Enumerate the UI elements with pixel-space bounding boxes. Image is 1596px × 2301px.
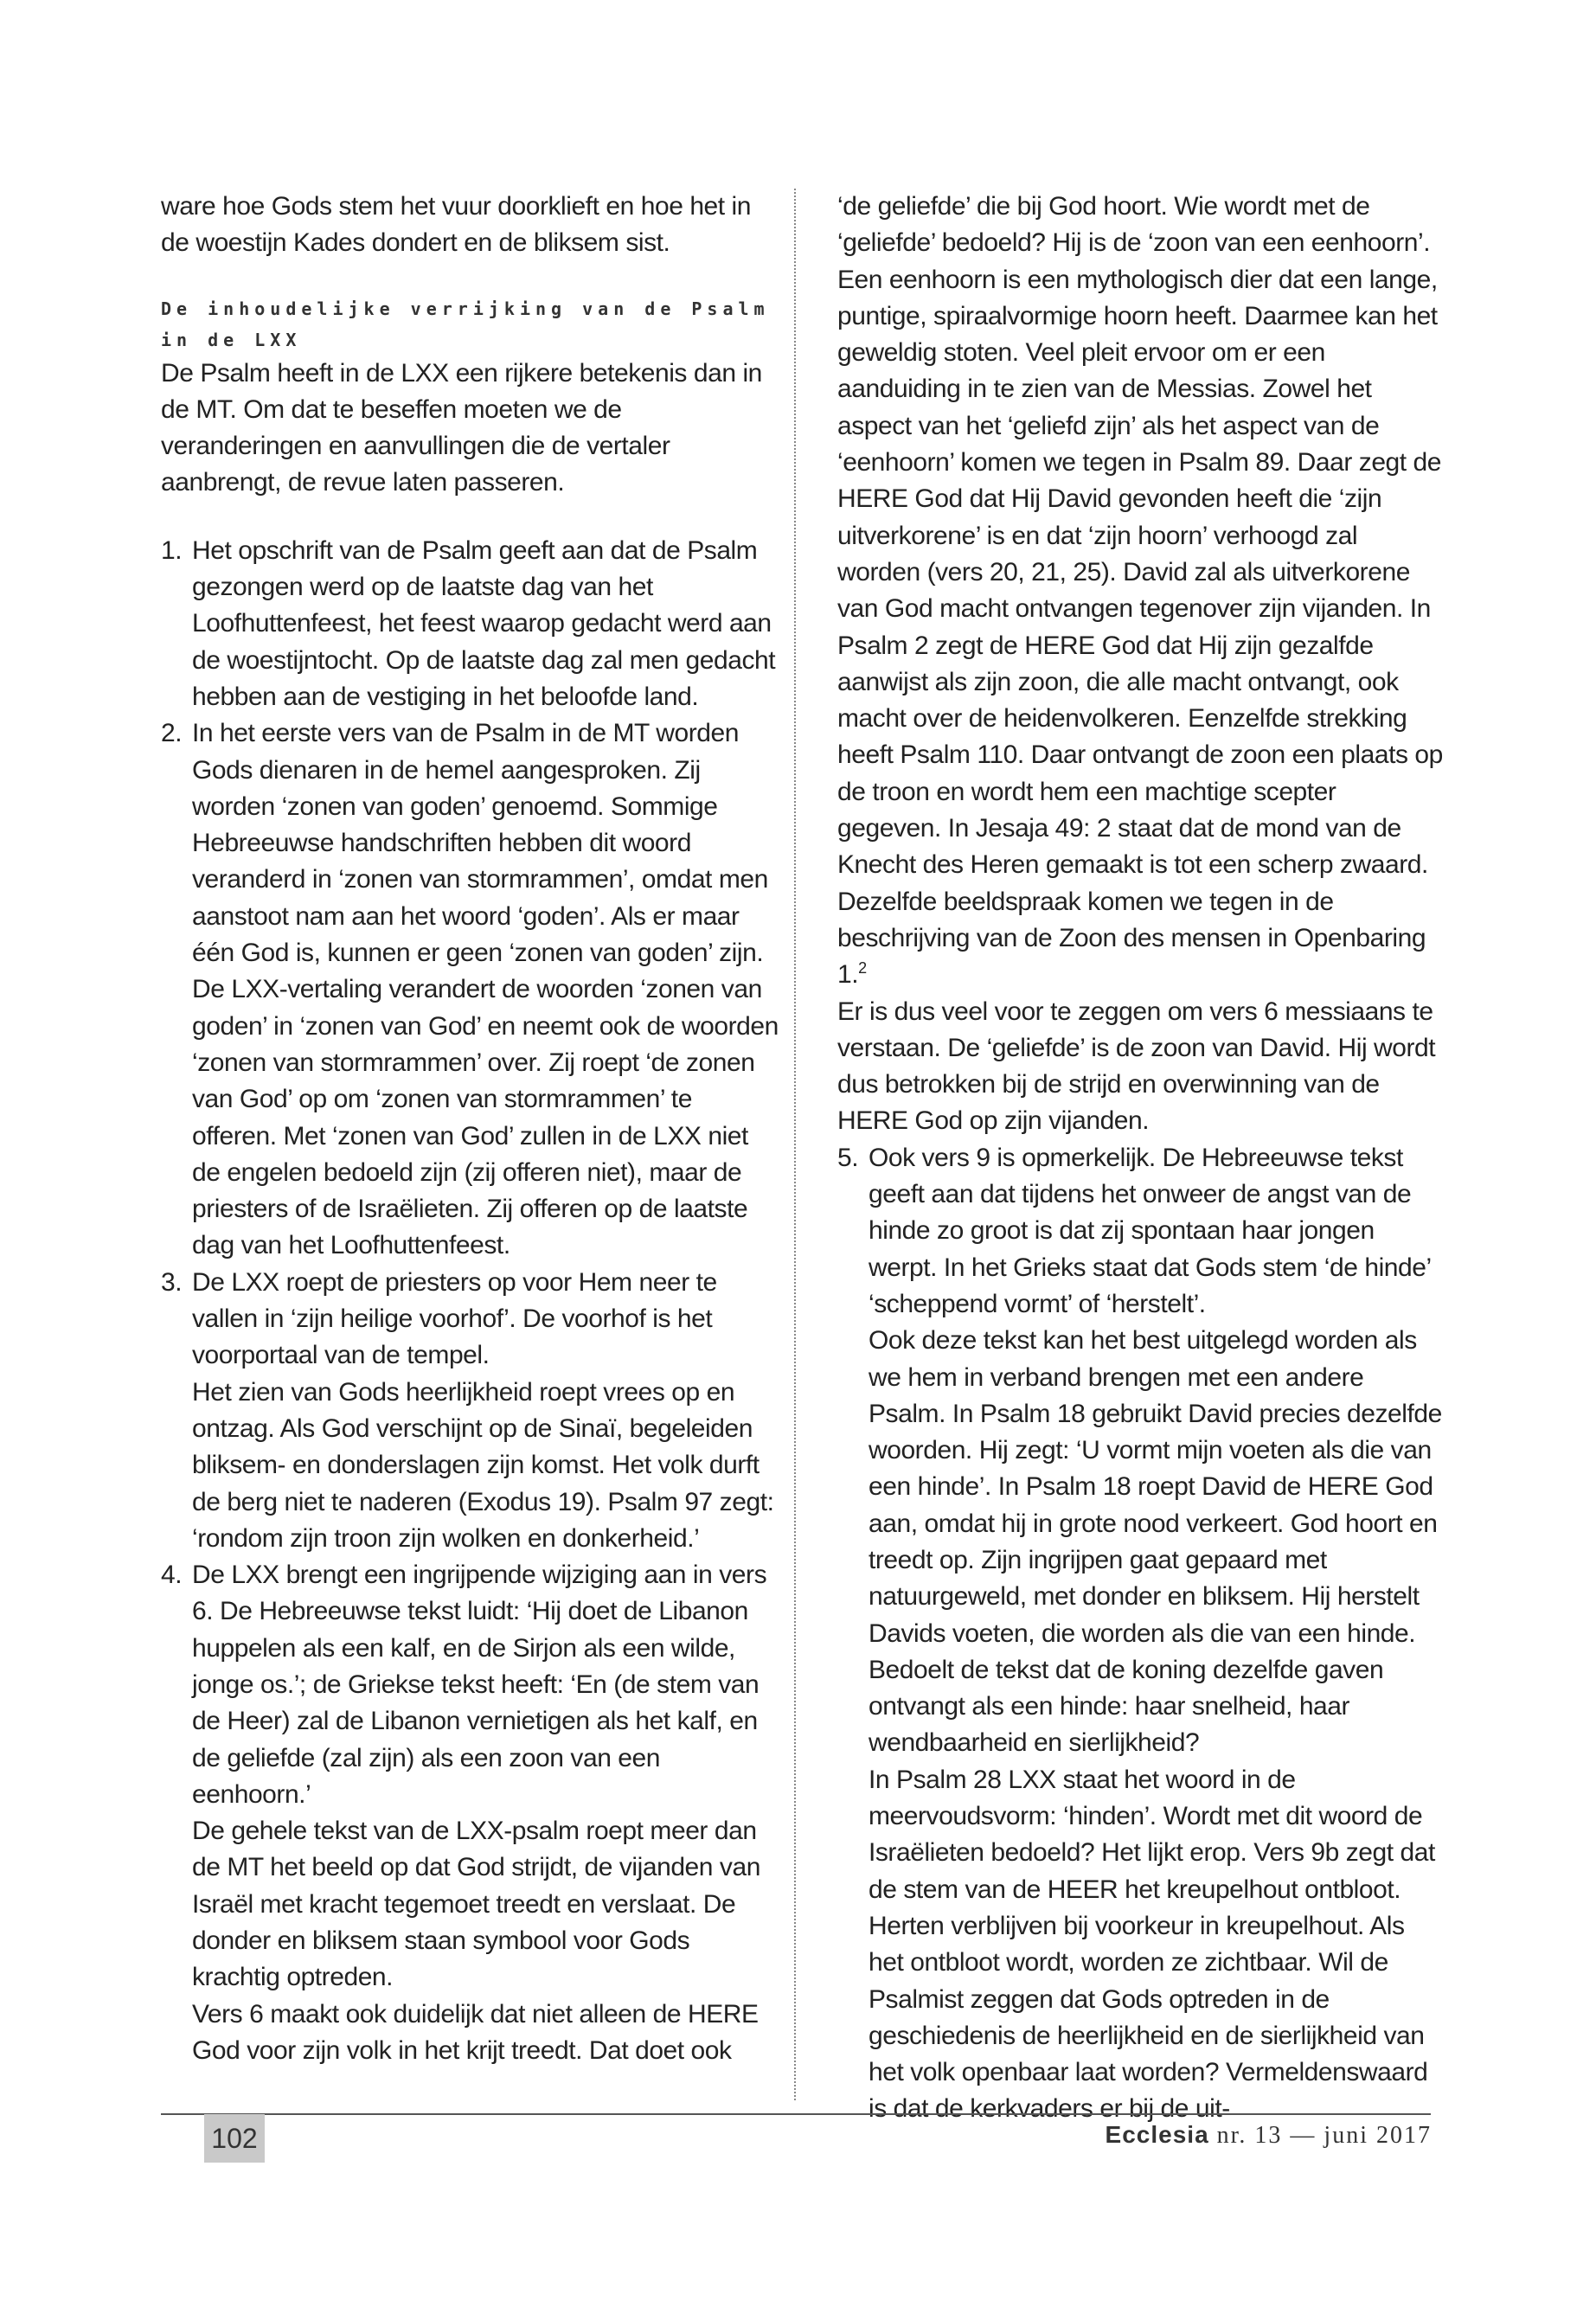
section-paragraph: De Psalm heeft in de LXX een rijkere betekenis dan in de MT. Om dat te beseffen moeten we de veranderingen en aanvullingen die de vertaler aanbrengt, de revue laten passeren. — [161, 358, 762, 497]
list-number: 5. — [837, 1143, 859, 1172]
list-item-text-continued: Ook deze tekst kan het best uitgelegd worden als we hem in verband brengen met een andere Psalm. In Psalm 18 gebruikt David precies dezelfde woorden. Hij zegt: ‘U vormt mijn voeten als die van een hinde’. In Psalm 18 roept David de HERE God aan, omdat hij in grote nood verkeert. God hoort en treedt op. Zijn ingrijpen gaat gepaard met natuurgeweld, met donder en bliksem. Hij herstelt Davids voeten, die worden als die van een hinde. Bedoelt de tekst dat de koning dezelfde gaven ontvangt als een hinde: haar snelheid, haar wendbaarheid en sierlijkheid? — [869, 1326, 1442, 1758]
list-number: 1. — [161, 535, 183, 565]
intro-paragraph: ware hoe Gods stem het vuur doorklieft en hoe het in de woestijn Kades dondert en de bliksem sist. — [161, 192, 752, 258]
list-item-text: Het opschrift van de Psalm geeft aan dat de Psalm gezongen werd op de laatste dag van het Loofhuttenfeest, het feest waarop gedacht werd aan de woestijntocht. Op de laatste dag zal men gedacht hebben aan de vestiging in het beloofde land. — [192, 535, 776, 711]
conclusion-paragraph: Er is dus veel voor te zeggen om vers 6 messiaans te verstaan. De ‘geliefde’ is de zoon van David. Hij wordt dus betrokken bij de strijd en overwinning van de HERE God op zijn vijanden. — [837, 997, 1436, 1136]
list-item-5 — [837, 1140, 1443, 2128]
list-item-4 — [161, 1557, 779, 2069]
list-item-text: In het eerste vers van de Psalm in de MT worden Gods dienaren in de hemel aangesproken. Zij worden ‘zonen van goden’ genoemd. Sommige Hebreeuwse handschriften hebben dit woord veranderd in ‘zonen van stormrammen’, omdat men aanstoot nam aan het woord ‘goden’. Als er maar één God is, kunnen er geen ‘zonen van goden’ zijn. De LXX-vertaling verandert de woorden ‘zonen van goden’ in ‘zonen van God’ en neemt ook de woorden ‘zonen van stormrammen’ over. Zij roept ‘de zonen van God’ op om ‘zonen van stormrammen’ te offeren. Met ‘zonen van God’ zullen in de LXX niet de engelen bedoeld zijn (zij offeren niet), maar de priesters of de Israëlieten. Zij offeren op de laatste dag van het Loofhuttenfeest. — [192, 719, 779, 1260]
list-number: 3. — [161, 1267, 183, 1297]
journal-name: Ecclesia — [1105, 2121, 1209, 2148]
section-heading: De inhoudelijke verrijking van de Psalm in de LXX — [161, 298, 770, 350]
list-item-text: Ook vers 9 is opmerkelijk. De Hebreeuwse tekst geeft aan dat tijdens het onweer de angst van de hinde zo groot is dat zij spontaan haar jongen werpt. In het Grieks staat dat Gods stem ‘de hinde’ ‘scheppend vormt’ of ‘herstelt’. — [869, 1143, 1431, 1318]
footer-rule — [161, 2113, 1431, 2115]
footer-journal — [1106, 2121, 1432, 2150]
column-divider — [794, 189, 796, 2100]
list-item-text-continued: Het zien van Gods heerlijkheid roept vrees op en ontzag. Als God verschijnt op de Sinaï, begeleiden bliksem- en donderslagen zijn komst. Het volk durft de berg niet te naderen (Exodus 19). Psalm 97 zegt: ‘rondom zijn troon zijn wolken en donkerheid.’ — [192, 1377, 774, 1553]
list-item-text: De LXX brengt een ingrijpende wijziging aan in vers 6. De Hebreeuwse tekst luidt: ‘Hij doet de Libanon huppelen als een kalf, en de Sirjon als een wilde, jonge os.’; de Griekse tekst heeft: ‘En (de stem van de Heer) zal de Libanon vernietigen als het kalf, en de geliefde (zal zijn) als een zoon van een eenhoorn.’ — [192, 1561, 767, 1809]
continued-paragraph — [837, 189, 1443, 994]
list-item-3 — [161, 1265, 779, 1557]
continued-paragraph-text: ‘de geliefde’ die bij God hoort. Wie wordt met de ‘geliefde’ bedoeld? Hij is de ‘zoon van een eenhoorn’. Een eenhoorn is een mythologisch dier dat een lange, puntige, spiraalvormige hoorn heeft. Daarmee kan het geweldig stoten. Veel pleit ervoor om er een aanduiding in te zien van de Messias. Zowel het aspect van het ‘geliefd zijn’ als het aspect van de ‘eenhoorn’ komen we tegen in Psalm 89. Daar zegt de HERE God dat Hij David gevonden heeft die ‘zijn uitverkorene’ is en dat ‘zijn hoorn’ verhoogd zal worden (vers 20, 21, 25). David zal als uitverkorene van God macht ontvangen tegenover zijn vijanden. In Psalm 2 zegt de HERE God dat Hij zijn gezalfde aanwijst als zijn zoon, die alle macht ontvangt, ook macht over de heidenvolkeren. Eenzelfde strekking heeft Psalm 110. Daar ontvangt de zoon een plaats op de troon en wordt hem een machtige scepter gegeven. In Jesaja 49: 2 staat dat de mond van de Knecht des Heren gemaakt is tot een scherp zwaard. Dezelfde beeldspraak komen we tegen in de beschrijving van de Zoon des mensen in Openbaring 1. — [837, 192, 1443, 990]
list-item-1 — [161, 533, 779, 715]
list-number: 2. — [161, 719, 183, 748]
footnote-reference: 2 — [858, 959, 867, 977]
list-item-text-continued: De gehele tekst van de LXX-psalm roept meer dan de MT het beeld op dat God strijdt, de vijanden van Israël met kracht tegemoet treedt en verslaat. De donder en bliksem staan symbool voor Gods krachtig optreden. — [192, 1817, 760, 1992]
list-item-2 — [161, 715, 779, 1264]
right-column — [837, 189, 1443, 2128]
list-item-text-continued: In Psalm 28 LXX staat het woord in de meervoudsvorm: ‘hinden’. Wordt met dit woord de Israëlieten bedoeld? Het lijkt erop. Vers 9b zegt dat de stem van de HEER het kreupelhout ontbloot. Herten verblijven bij voorkeur in kreupelhout. Als het ontbloot wordt, worden ze zichtbaar. Wil de Psalmist zeggen dat Gods optreden in de geschiedenis de heerlijkheid en de sierlijkheid van het volk openbaar laat worden? Vermeldenswaard is dat de kerkvaders er bij de uit- — [869, 1765, 1435, 2124]
left-column — [161, 189, 779, 2069]
list-item-text: De LXX roept de priesters op voor Hem neer te vallen in ‘zijn heilige voorhof’. De voorhof is het voorportaal van de tempel. — [192, 1267, 717, 1370]
journal-issue: nr. 13 — juni 2017 — [1216, 2122, 1432, 2149]
page-number: 102 — [204, 2114, 265, 2163]
list-number: 4. — [161, 1561, 183, 1590]
list-item-text-continued: Vers 6 maakt ook duidelijk dat niet alleen de HERE God voor zijn volk in het krijt treedt. Dat doet ook — [192, 1999, 759, 2065]
